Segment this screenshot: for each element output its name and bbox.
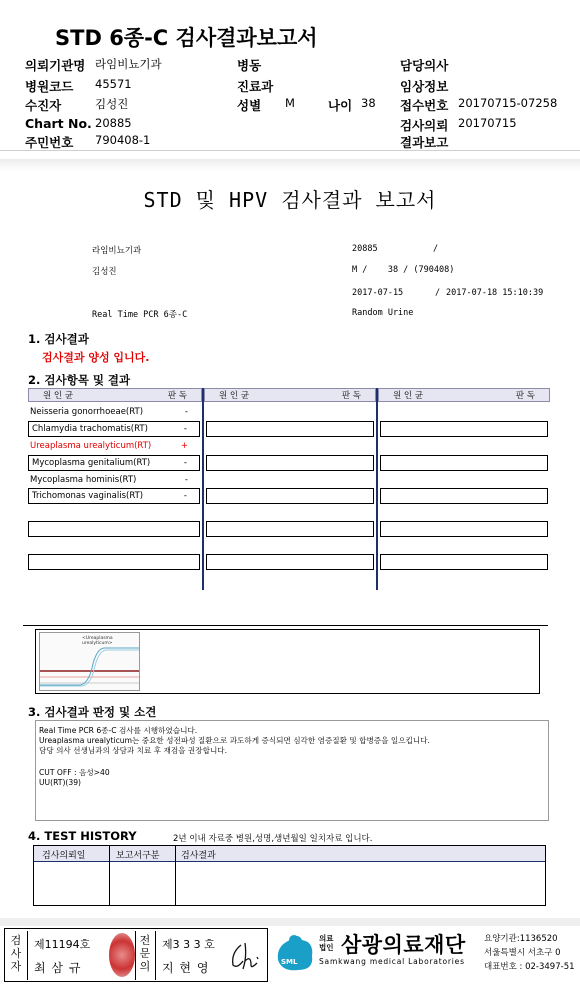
empty-row-box [206,421,374,437]
opinion-line: Real Time PCR 6종-C 검사를 시행하였습니다. [39,726,198,735]
empty-row-box [28,554,200,570]
opinion-line: 담당 의사 선생님과의 상담과 치료 후 재검을 권장합니다. [39,746,228,755]
seal-stamp [109,933,135,977]
tester-license: 제11194호 [34,938,91,951]
label-sex: 성별 [237,98,262,113]
signature [227,939,263,973]
result-row [28,455,200,471]
column-divider [376,388,378,590]
empty-row-box [380,421,548,437]
empty-row-box [380,488,548,504]
col-judgement-label: 판 독 [515,391,535,401]
value-age: 38 [361,96,376,110]
corp-label-line: 법인 [319,943,334,952]
label-patient: 수진자 [25,98,62,113]
col-pathogen-label: 원 인 균 [43,391,74,401]
label-receipt-no: 접수번호 [400,98,449,113]
result-row [28,421,200,437]
empty-row-box [206,521,374,537]
history-note: 2년 이내 자료중 병원,성명,생년월일 일치자료 입니다. [173,834,373,844]
pathogen-name: Mycoplasma genitalium(RT) [32,458,151,468]
label-chart-no: Chart No. [25,116,92,131]
value-hospital-code: 45571 [95,77,132,91]
section2-heading: 2. 검사항목 및 결과 [28,373,131,387]
section3-heading: 3. 검사결과 판정 및 소견 [28,705,157,719]
label-age: 나이 [328,98,353,113]
header-title: STD 6종-C 검사결과보고서 [55,26,318,50]
label-doctor: 담당의사 [400,58,449,73]
graph-top-rule [23,625,548,626]
pathogen-name: Neisseria gonorrhoeae(RT) [30,407,144,417]
col-header-2 [204,388,376,402]
corp-label-line: 의료 [319,934,334,943]
info-patient: 김성진 [92,267,117,277]
specialist-label-char: 의 [139,960,151,973]
label-hospital-code: 병원코드 [25,79,74,94]
tester-label [9,934,23,973]
header-divider [0,150,580,151]
organization-name: 삼광의료재단 [341,933,466,957]
result-row [28,488,200,504]
result-summary: 검사결과 양성 입니다. [42,351,150,364]
result-row-positive [30,438,200,454]
col-judgement-label: 판 독 [167,391,187,401]
page-gap [0,159,580,171]
corp-label [319,934,334,952]
history-col-divider [175,846,176,905]
empty-row-box [380,455,548,471]
cutoff-line: CUT OFF : 음성>40 [39,768,110,777]
empty-row-box [206,488,374,504]
logo-text: SML [281,958,298,966]
institution-code: 요양기관:1136520 [484,934,558,944]
value-patient: 김성진 [95,97,129,111]
judgement: - [183,424,187,434]
graph-legend-line: <Ureaplasma [82,636,113,641]
value-chart-no: 20885 [95,116,132,130]
judgement: - [184,475,188,485]
empty-row-box [206,455,374,471]
info-chart: 20885 [352,244,378,254]
label-institution: 의뢰기관명 [25,58,86,73]
info-slash: / [433,244,439,254]
judgement: - [183,458,187,468]
history-header-row [34,846,545,862]
divider [155,931,156,980]
section4-heading: 4. TEST HISTORY [28,829,137,843]
sml-logo-icon [272,930,316,974]
history-col-type: 보고서구분 [116,851,160,861]
graph-legend [82,636,113,646]
amplification-graph [39,632,140,691]
value-sex: M [285,96,295,110]
history-col-result: 검사결과 [181,851,216,861]
pathogen-name: Trichomonas vaginalis(RT) [32,491,144,501]
opinion-box [35,720,549,821]
signature-box [4,928,268,982]
graph-legend-line: urealyticum> [82,641,113,646]
cutoff-value: UU(RT)(39) [39,778,81,787]
tester-name: 최 삼 규 [34,961,82,975]
empty-row-box [206,554,374,570]
judgement: - [184,407,188,417]
divider [135,931,136,980]
info-test-name: Real Time PCR 6종-C [92,310,188,320]
organization-english-name: Samkwang medical Laboratories [319,957,465,966]
info-sex-age: M / 38 / (790408) [352,265,455,275]
label-clinical-info: 임상정보 [400,79,449,94]
col-header-3 [378,388,550,402]
specialist-name: 지 현 영 [162,961,210,975]
empty-row-box [380,554,548,570]
label-department: 진료과 [237,79,274,94]
info-date-slash: / [435,288,441,298]
phone: 대표번호 : 02-3497-51 [484,962,575,972]
specialist-license: 제3 3 3 호 [162,938,215,951]
report-title: STD 및 HPV 검사결과 보고서 [143,188,437,212]
specialist-label [138,934,152,973]
value-institution: 라임비뇨기과 [95,57,162,71]
address: 서울특별시 서초구 0 [484,948,561,958]
col-header-1 [28,388,202,402]
pathogen-name: Chlamydia trachomatis(RT) [32,424,148,434]
result-row [30,472,200,488]
history-table [33,845,546,906]
tester-label-char: 자 [10,960,22,973]
value-receipt-no: 20170715-07258 [458,96,558,110]
label-report-date: 결과보고 [400,135,449,150]
tester-label-char: 사 [10,947,22,960]
column-divider [202,388,204,590]
pathogen-name: Mycoplasma hominis(RT) [30,475,137,485]
value-request-date: 20170715 [458,116,517,130]
opinion-line: Ureaplasma urealyticum는 중요한 성전파성 질환으로 과도하게 증식되면 심각한 염증질환 및 합병증을 일으킵니다. [39,736,430,745]
label-resident-no: 주민번호 [25,135,74,150]
info-institution: 라임비뇨기과 [92,246,142,256]
pathogen-name: Ureaplasma urealyticum(RT) [30,441,152,451]
judgement: + [180,441,188,451]
empty-row-box [380,521,548,537]
label-request-date: 검사의뢰 [400,118,449,133]
col-judgement-label: 판 독 [341,391,361,401]
info-date-end: 2017-07-18 15:10:39 [446,288,544,298]
divider [27,931,28,980]
tester-label-char: 검 [10,934,22,947]
amplification-graph-panel [35,629,540,694]
col-pathogen-label: 원 인 균 [393,391,424,401]
section1-heading: 1. 검사결과 [28,332,89,346]
history-col-date: 검사의뢰일 [42,851,86,861]
info-specimen: Random Urine [352,308,414,318]
empty-row-box [28,521,200,537]
footer-gap [0,918,580,926]
result-row [30,404,200,420]
col-pathogen-label: 원 인 균 [219,391,250,401]
history-col-divider [109,846,110,905]
specialist-label-char: 전 [139,934,151,947]
judgement: - [183,491,187,501]
value-resident-no: 790408-1 [95,133,151,147]
specialist-label-char: 문 [139,947,151,960]
label-ward: 병동 [237,58,262,73]
info-date-start: 2017-07-15 [352,288,404,298]
